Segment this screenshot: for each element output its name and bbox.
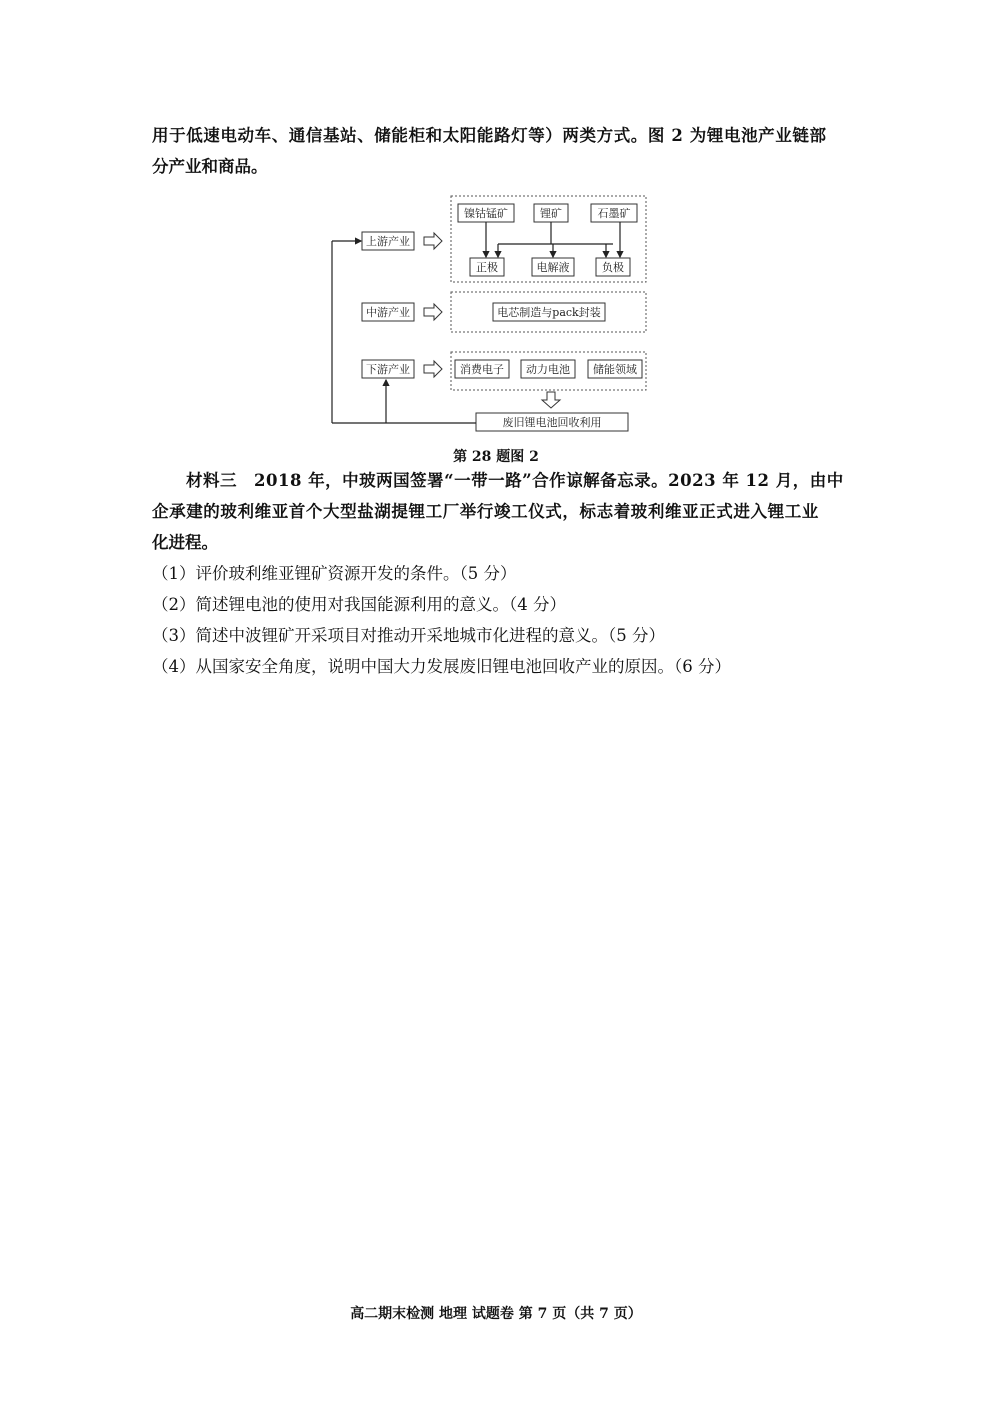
intro-line-2: 分产业和商品。 <box>152 157 268 176</box>
recycle-waste-batteries: 废旧锂电池回收利用 <box>502 416 602 429</box>
part-electrolyte: 电解液 <box>536 261 570 274</box>
question-1: （1）评价玻利维亚锂矿资源开发的条件。（5 分） <box>152 564 517 583</box>
raw-graphite-ore: 石墨矿 <box>597 207 631 220</box>
question-4: （4）从国家安全角度，说明中国大力发展废旧锂电池回收产业的原因。（6 分） <box>152 657 731 676</box>
question-2: （2）简述锂电池的使用对我国能源利用的意义。（4 分） <box>152 595 566 614</box>
page-footer: 高二期末检测 地理 试题卷 第 7 页（共 7 页） <box>350 1306 642 1322</box>
stage-downstream <box>362 360 414 378</box>
material3-line-3: 化进程。 <box>152 533 218 552</box>
stage-downstream-label: 下游产业 <box>366 363 410 376</box>
stage-upstream-label: 上游产业 <box>366 235 410 248</box>
intro-line-1: 用于低速电动车、通信基站、储能柜和太阳能路灯等）两类方式。图 2 为锂电池产业链部 <box>152 126 827 145</box>
material3-line-2: 企承建的玻利维亚首个大型盐湖提锂工厂举行竣工仪式，标志着玻利维亚正式进入锂工业 <box>152 502 819 521</box>
figure-caption: 第 28 题图 2 <box>453 449 539 465</box>
downstream-power-battery: 动力电池 <box>526 363 570 376</box>
raw-nickel-cobalt-manganese: 镍钴锰矿 <box>464 207 508 220</box>
stage-midstream-label: 中游产业 <box>366 306 410 319</box>
hollow-arrow-upstream <box>424 233 442 249</box>
hollow-arrow-midstream <box>424 304 442 320</box>
midstream-cell-packaging: 电芯制造与pack封装 <box>497 306 601 319</box>
raw-lithium-ore: 锂矿 <box>540 207 562 220</box>
hollow-arrow-down <box>542 392 560 408</box>
downstream-energy-storage: 储能领域 <box>593 363 637 376</box>
question-3: （3）简述中波锂矿开采项目对推动开采地城市化进程的意义。（5 分） <box>152 626 665 645</box>
hollow-arrow-downstream <box>424 361 442 377</box>
downstream-consumer-electronics: 消费电子 <box>460 363 504 376</box>
industry-chain-diagram <box>328 192 652 432</box>
stage-midstream <box>362 303 414 321</box>
material3-line-1: 材料三 2018 年，中玻两国签署“一带一路”合作谅解备忘录。2023 年 12 月，由中 <box>186 471 844 490</box>
part-anode: 负极 <box>602 261 624 274</box>
part-cathode: 正极 <box>476 261 498 274</box>
stage-upstream <box>362 232 414 250</box>
